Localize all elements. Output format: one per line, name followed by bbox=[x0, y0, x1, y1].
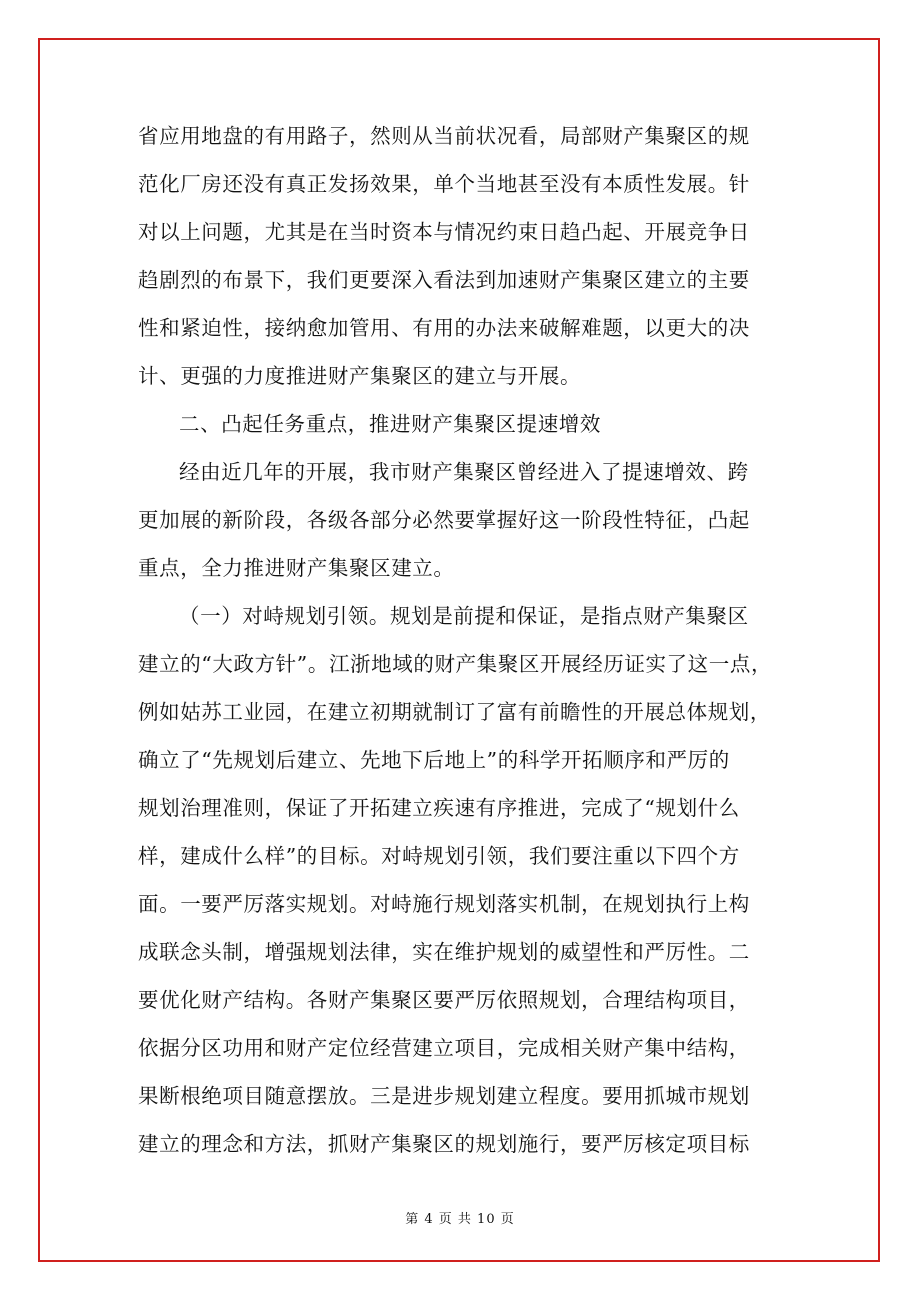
text-line: （一）对峙规划引领。规划是前提和保证，是指点财产集聚区 bbox=[179, 604, 749, 628]
text-line: 例如姑苏工业园，在建立初期就制订了富有前瞻性的开展总体规划， bbox=[138, 700, 771, 724]
text-line: 样，建成什么样”的目标。对峙规划引领，我们要注重以下四个方 bbox=[138, 844, 740, 868]
text-line: 面。一要严厉落实规划。对峙施行规划落实机制，在规划执行上构 bbox=[138, 892, 750, 916]
text-line: 规划治理准则，保证了开拓建立疾速有序推进，完成了“规划什么 bbox=[138, 796, 740, 820]
document-body bbox=[138, 112, 788, 1168]
text-line: 省应用地盘的有用路子，然则从当前状况看，局部财产集聚区的规 bbox=[138, 124, 750, 148]
text-line: 果断根绝项目随意摆放。三是进步规划建立程度。要用抓城市规划 bbox=[138, 1084, 750, 1108]
text-line: 经由近几年的开展，我市财产集聚区曾经进入了提速增效、跨 bbox=[179, 460, 749, 484]
text-line: 要优化财产结构。各财产集聚区要严厉依照规划，合理结构项目， bbox=[138, 988, 750, 1012]
text-line: 趋剧烈的布景下，我们更要深入看法到加速财产集聚区建立的主要 bbox=[138, 268, 750, 292]
text-line: 重点，全力推进财产集聚区建立。 bbox=[138, 556, 455, 580]
text-line: 范化厂房还没有真正发扬效果，单个当地甚至没有本质性发展。针 bbox=[138, 172, 750, 196]
page-number: 第 4 页 共 10 页 bbox=[405, 1212, 515, 1227]
section-heading: 二、凸起任务重点，推进财产集聚区提速增效 bbox=[179, 412, 601, 436]
text-line: 确立了“先规划后建立、先地下后地上”的科学开拓顺序和严厉的 bbox=[138, 748, 730, 772]
text-line: 成联念头制，增强规划法律，实在维护规划的威望性和严厉性。二 bbox=[138, 940, 750, 964]
text-line: 性和紧迫性，接纳愈加管用、有用的办法来破解难题，以更大的决 bbox=[138, 316, 750, 340]
text-line: 更加展的新阶段，各级各部分必然要掌握好这一阶段性特征，凸起 bbox=[138, 508, 750, 532]
text-line: 建立的“大政方针”。江浙地域的财产集聚区开展经历证实了这一点， bbox=[138, 652, 773, 676]
text-line: 计、更强的力度推进财产集聚区的建立与开展。 bbox=[138, 364, 582, 388]
text-line: 建立的理念和方法，抓财产集聚区的规划施行，要严厉核定项目标 bbox=[138, 1132, 750, 1156]
text-line: 对以上问题，尤其是在当时资本与情况约束日趋凸起、开展竞争日 bbox=[138, 220, 750, 244]
text-line: 依据分区功用和财产定位经营建立项目，完成相关财产集中结构， bbox=[138, 1036, 750, 1060]
